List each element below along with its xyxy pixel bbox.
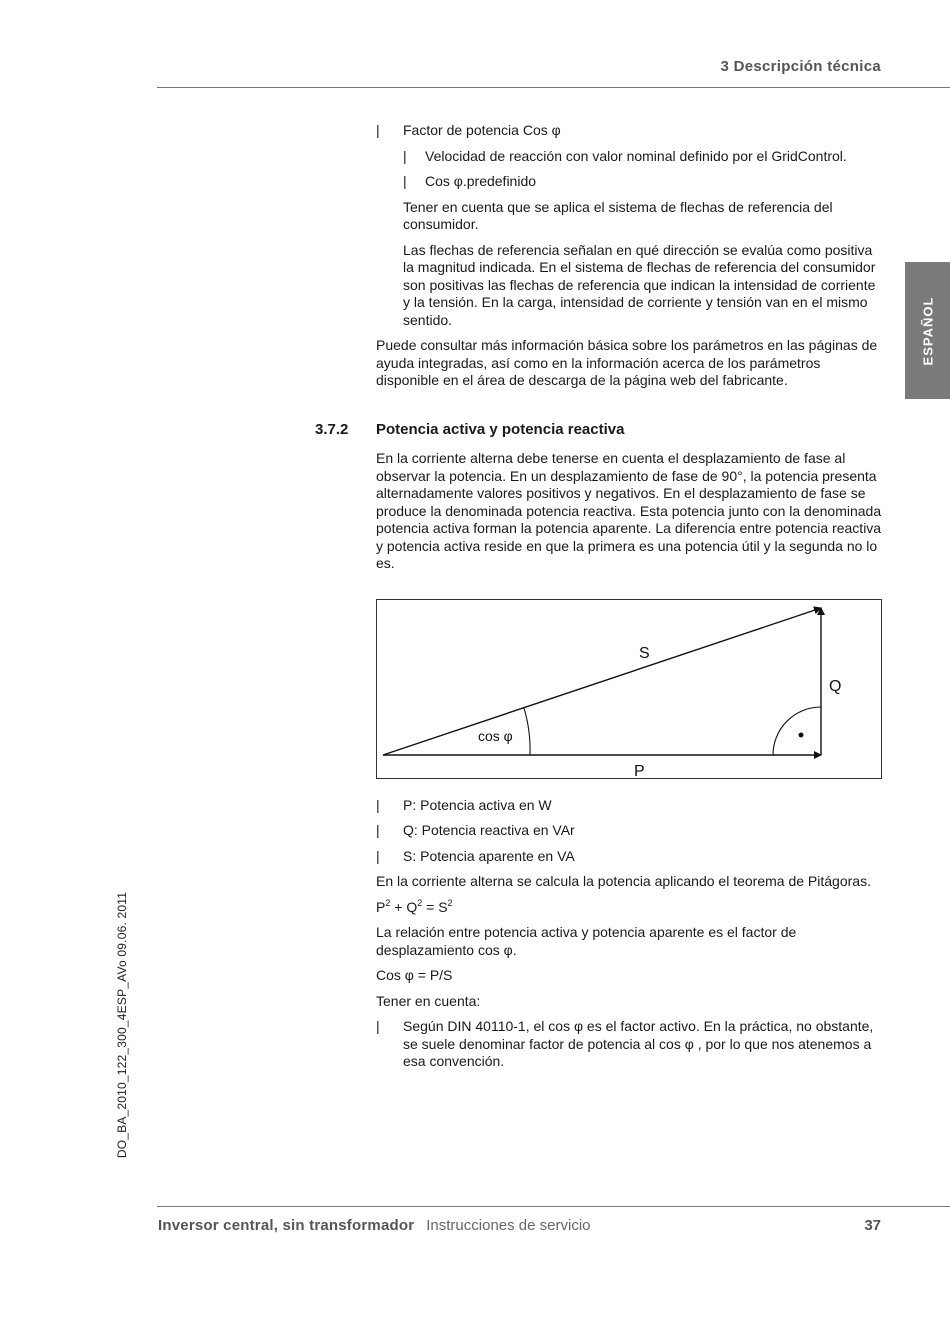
apparent-power-vector [383,608,821,755]
power-triangle-diagram [376,599,882,779]
phase-angle-arc [524,708,530,755]
label-s: S [639,644,650,662]
language-tab-label: ESPAÑOL [920,296,935,365]
footer-subtitle: Instrucciones de servicio [426,1217,591,1234]
footer-document-title [158,1217,591,1234]
page-content [315,122,882,1079]
bullet-power-factor [376,122,882,140]
legend-text: S: Potencia aparente en VA [403,847,575,864]
pythagoras-paragraph: En la corriente alterna se calcula la potencia aplicando el teorema de Pitágoras. [376,873,871,889]
section-heading [315,420,882,439]
legend-item-p [376,797,882,815]
label-angle: cos φ [478,727,513,744]
bullet-text: Según DIN 40110-1, el cos φ es el factor activo. En la práctica, no obstante, se suele denominar factor de potencia al cos φ , por lo que nos atenemos a esa convención. [403,1018,874,1069]
header-section-title: 3 Descripción técnica [720,58,881,75]
sub-bullet-cos-predefined [403,173,882,191]
footer-divider [157,1206,950,1207]
bullet-text: Factor de potencia Cos φ [403,122,561,138]
note-reference-system: Tener en cuenta que se aplica el sistema de flechas de referencia del consumidor. [403,198,833,232]
section-body: En la corriente alterna debe tenerse en cuenta el desplazamiento de fase al observar la potencia. En un desplazamiento de fase de 90°, la potencia presenta alternadamente valores positivos y negativos. En el desplazamiento de fase se produce la denominada potencia reactiva. Esta potencia junto con la denominada potencia activa forman la potencia aparente. La diferencia entre potencia reactiva y potencia activa reside en que la primera es una potencia útil y la segunda no lo es. [376,450,882,571]
note-label: Tener en cuenta: [376,992,481,1009]
bullet-mark: | [376,1018,380,1034]
section-number: 3.7.2 [315,420,349,438]
more-info-paragraph: Puede consultar más información básica sobre los parámetros en las páginas de ayuda integradas, así como en la información acerca de los parámetros disponible en el área de descarga de la página web del fabricante. [376,337,878,388]
bullet-mark: | [403,147,407,164]
legend-item-s [376,848,882,866]
right-angle-dot [799,732,804,737]
ratio-paragraph: La relación entre potencia activa y potencia aparente es el factor de desplazamiento cos φ. [376,924,797,958]
bullet-mark: | [403,173,407,189]
language-tab [905,262,950,399]
bullet-text: Velocidad de reacción con valor nominal definido por el GridControl. [425,147,847,164]
legend-text: P: Potencia activa en W [403,796,552,813]
bullet-mark: | [376,796,380,813]
footer-title: Inversor central, sin transformador [158,1217,415,1234]
bullet-din-note [376,1018,882,1071]
header-divider [157,87,950,88]
bullet-text: Cos φ.predefinido [425,173,537,189]
page-number: 37 [864,1217,881,1234]
document-code: DO_BA_2010_122_300_4ESP_AVo 09.06. 2011 [115,891,129,1159]
sub-bullet-reaction-speed [403,148,882,166]
bullet-mark: | [376,122,380,138]
label-q: Q [829,677,842,695]
formula-cos-phi: Cos φ = P/S [376,967,453,983]
formula-pythagoras: $P^2 + Q^2 = S^2$ [376,897,453,915]
section-title: Potencia activa y potencia reactiva [376,420,625,438]
right-angle-arc [773,707,821,755]
legend-text: Q: Potencia reactiva en VAr [403,822,575,838]
label-p: P [634,762,645,778]
legend-item-q [376,822,882,840]
bullet-mark: | [376,822,380,838]
bullet-mark: | [376,847,380,864]
note-reference-arrows: Las flechas de referencia señalan en qué dirección se evalúa como positiva la magnitud indicada. En el sistema de flechas de referencia del consumidor son positivas las flechas de referencia que indican la intensidad de corriente y la tensión. En la carga, intensidad de corriente y tensión van en el mismo sentido. [403,241,876,328]
